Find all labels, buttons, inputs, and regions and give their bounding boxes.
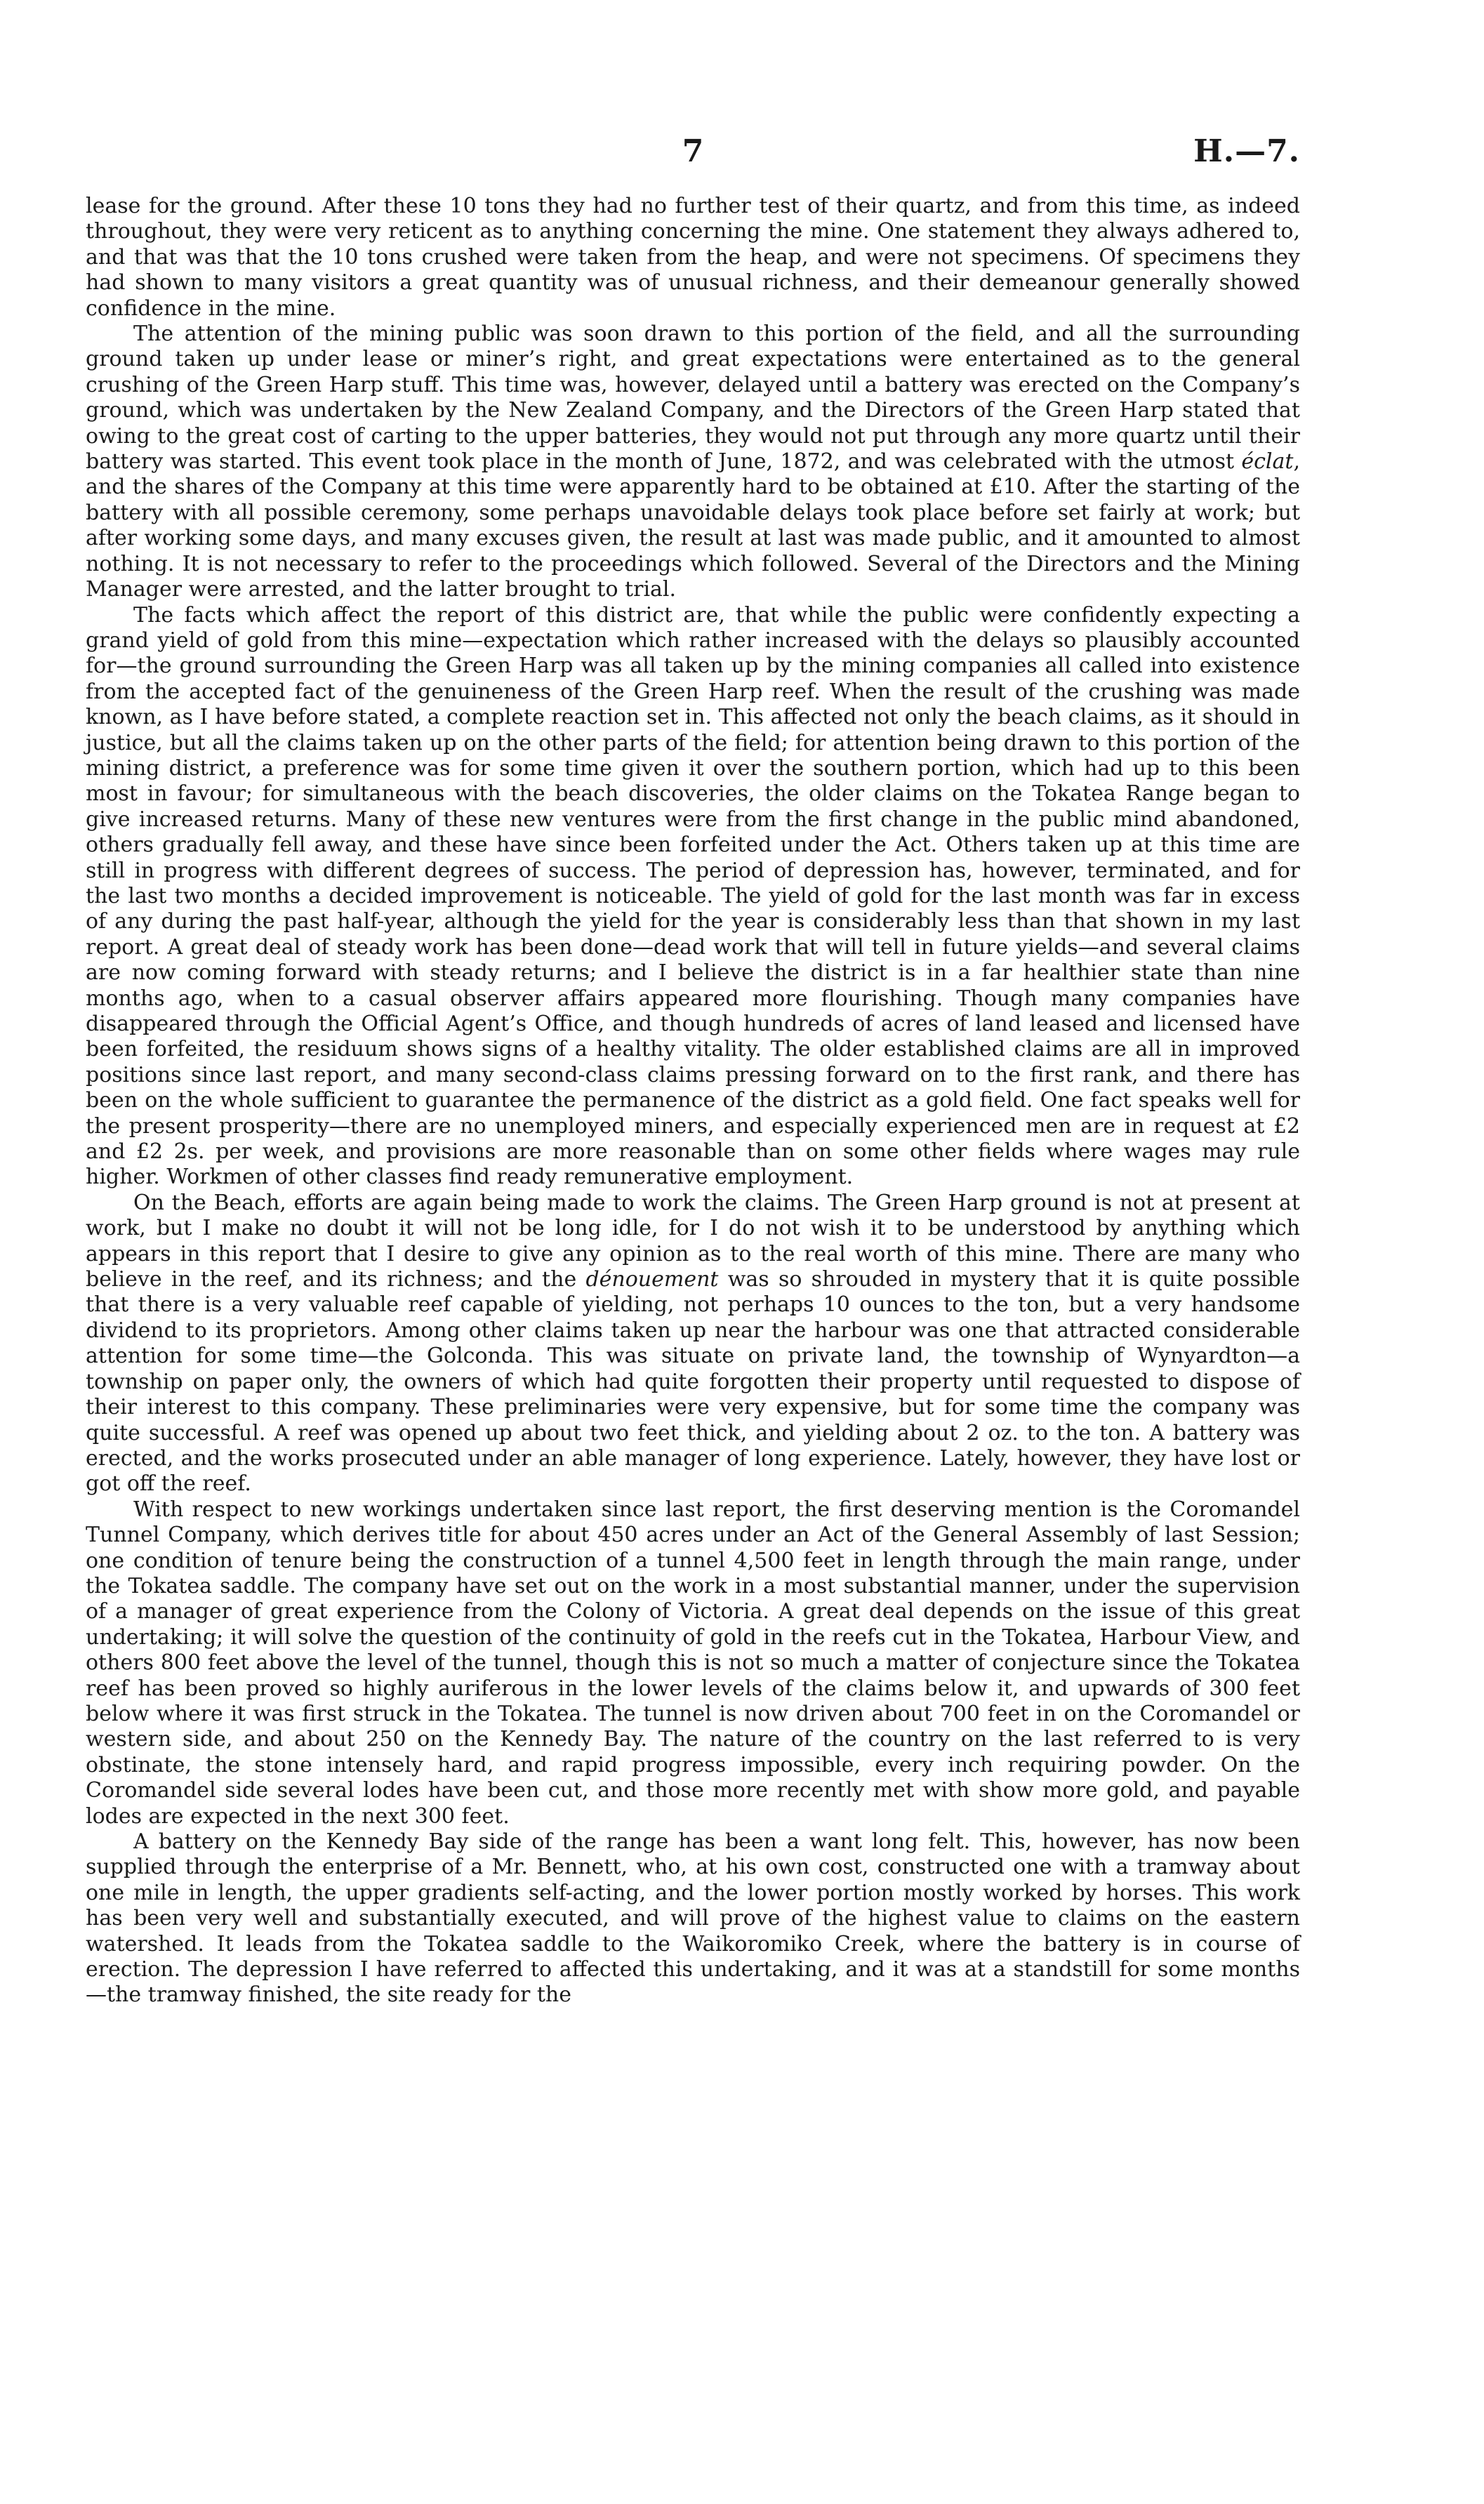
- paragraph-text: was so shrouded in mystery that it is quite possible that there is a very valuable reef capable of yielding, not perhaps 10 ounces to the ton, but a very handsome dividend to its proprietors. Among other claims taken up near the harbour was one that attracted considerable attention for some time—the Golconda. This was situate on private land, the township of Wynyardton—a township on paper only, the owners of which had quite forgotten their property until requested to dispose of their interest to this company. These preliminaries were very expensive, but for some time the company was quite successful. A reef was opened up about two feet thick, and yielding about 2 oz. to the ton. A battery was erected, and the works prosecuted under an able manager of long experience. Lately, however, they have lost or got off the reef.: [86, 1267, 1301, 1497]
- italic-term: dénouement: [585, 1267, 719, 1292]
- paragraph-text: A battery on the Kennedy Bay side of the range has been a want long felt. This, however, has now been supplied through the enterprise of a Mr. Bennett, who, at his own cost, constructed one with a tramway about one mile in length, the upper gradients self-acting, and the lower portion mostly worked by horses. This work has been very well and substantially executed, and will prove of the highest value to claims on the eastern watershed. It leads from the Tokatea saddle to the Waikoromiko Creek, where the battery is in course of erection. The depression I have referred to affected this undertaking, and it was at a standstill for some months—the tramway finished, the site ready for the: [86, 1829, 1300, 2008]
- page-header: [86, 133, 1300, 194]
- paragraph: [86, 1191, 1300, 1497]
- page-number: 7: [682, 133, 704, 169]
- document-code: H.—7.: [1193, 133, 1300, 169]
- paragraph-text: lease for the ground. After these 10 tons they had no further test of their quartz, and from this time, as indeed throughout, they were very reticent as to anything concerning the mine. One statement they always adhered to, and that was that the 10 tons crushed were taken from the heap, and were not specimens. Of specimens they had shown to many visitors a great quantity was of unusual richness, and their demeanour generally showed confidence in the mine.: [86, 194, 1300, 321]
- paragraph-text: With respect to new workings undertaken since last report, the first deserving mention is the Coromandel Tunnel Company, which derives title for about 450 acres under an Act of the General Assembly of last Session; one condition of tenure being the construction of a tunnel 4,500 feet in length through the main range, under the Tokatea saddle. The company have set out on the work in a most substantial manner, under the supervision of a manager of great experience from the Colony of Victoria. A great deal depends on the issue of this great undertaking; it will solve the question of the continuity of gold in the reefs cut in the Tokatea, Harbour View, and others 800 feet above the level of the tunnel, though this is not so much a matter of conjecture since the Tokatea reef has been proved so highly auriferous in the lower levels of the claims below it, and upwards of 300 feet below where it was first struck in the Tokatea. The tunnel is now driven about 700 feet in on the Coromandel or western side, and about 250 on the Kennedy Bay. The nature of the country on the last referred to is very obstinate, the stone intensely hard, and rapid progress impossible, every inch requiring powder. On the Coromandel side several lodes have been cut, and those more recently met with show more gold, and payable lodes are expected in the next 300 feet.: [86, 1497, 1300, 1829]
- paragraph-text: The facts which affect the report of this district are, that while the public were confidently expecting a grand yield of gold from this mine—expectation which rather increased with the delays so plausibly accounted for—the ground surrounding the Green Harp was all taken up by the mining companies all called into existence from the accepted fact of the genuineness of the Green Harp reef. When the result of the crushing was made known, as I have before stated, a complete reaction set in. This affected not only the beach claims, as it should in justice, but all the claims taken up on the other parts of the field; for attention being drawn to this portion of the mining district, a preference was for some time given it over the southern portion, which had up to this been most in favour; for simultaneous with the beach discoveries, the older claims on the Tokatea Range began to give increased returns. Many of these new ventures were from the first change in the public mind abandoned, others gradually fell away, and these have since been forfeited under the Act. Others taken up at this time are still in progress with different degrees of success. The period of depression has, however, terminated, and for the last two months a decided improvement is noticeable. The yield of gold for the last month was far in excess of any during the past half-year, although the yield for the year is considerably less than that shown in my last report. A great deal of steady work has been done—dead work that will tell in future yields—and several claims are now coming forward with steady returns; and I believe the district is in a far healthier state than nine months ago, when to a casual observer affairs appeared more flourishing. Though many companies have disappeared through the Official Agent’s Office, and though hundreds of acres of land leased and licensed have been forfeited, the residuum shows signs of a healthy vitality. The older established claims are all in improved positions since last report, and many second-class claims pressing forward on to the first rank, and there has been on the whole sufficient to guarantee the permanence of the district as a gold field. One fact speaks well for the present prosperity—there are no unemployed miners, and especially experienced men are in request at £2 and £2 2s. per week, and provisions are more reasonable than on some other fields where wages may rule higher. Workmen of other classes find ready remunerative employment.: [86, 602, 1300, 1190]
- paragraph-text: , and the shares of the Company at this time were apparently hard to be obtained at £10. After the starting of the battery with all possible ceremony, some perhaps unavoidable delays took place before set fairly at work; but after working some days, and many excuses given, the result at last was made public, and it amounted to almost nothing. It is not necessary to refer to the proceedings which followed. Several of the Directors and the Mining Manager were arrested, and the latter brought to trial.: [86, 449, 1300, 602]
- italic-term: éclat: [1241, 449, 1294, 475]
- paragraph-text: The attention of the mining public was soon drawn to this portion of the field, and all the surrounding ground taken up under lease or miner’s right, and great expectations were entertained as to the general crushing of the Green Harp stuff. This time was, however, delayed until a battery was erected on the Company’s ground, which was undertaken by the New Zealand Company, and the Directors of the Green Harp stated that owing to the great cost of carting to the upper batteries, they would not put through any more quartz until their battery was started. This event took place in the month of June, 1872, and was celebrated with the utmost: [86, 322, 1300, 475]
- report-body: [86, 194, 1300, 2008]
- paragraph: [86, 1829, 1300, 2008]
- paragraph-text: On the Beach, efforts are again being made to work the claims. The Green Harp ground is not at present at work, but I make no doubt it will not be long idle, for I do not wish it to be understood by anything which appears in this report that I desire to give any opinion as to the real worth of this mine. There are many who believe in the reef, and its richness; and the: [86, 1190, 1300, 1292]
- paragraph: [86, 322, 1300, 602]
- paragraph: [86, 603, 1300, 1191]
- document-page: [86, 133, 1300, 2008]
- paragraph: [86, 1497, 1300, 1829]
- paragraph: [86, 194, 1300, 322]
